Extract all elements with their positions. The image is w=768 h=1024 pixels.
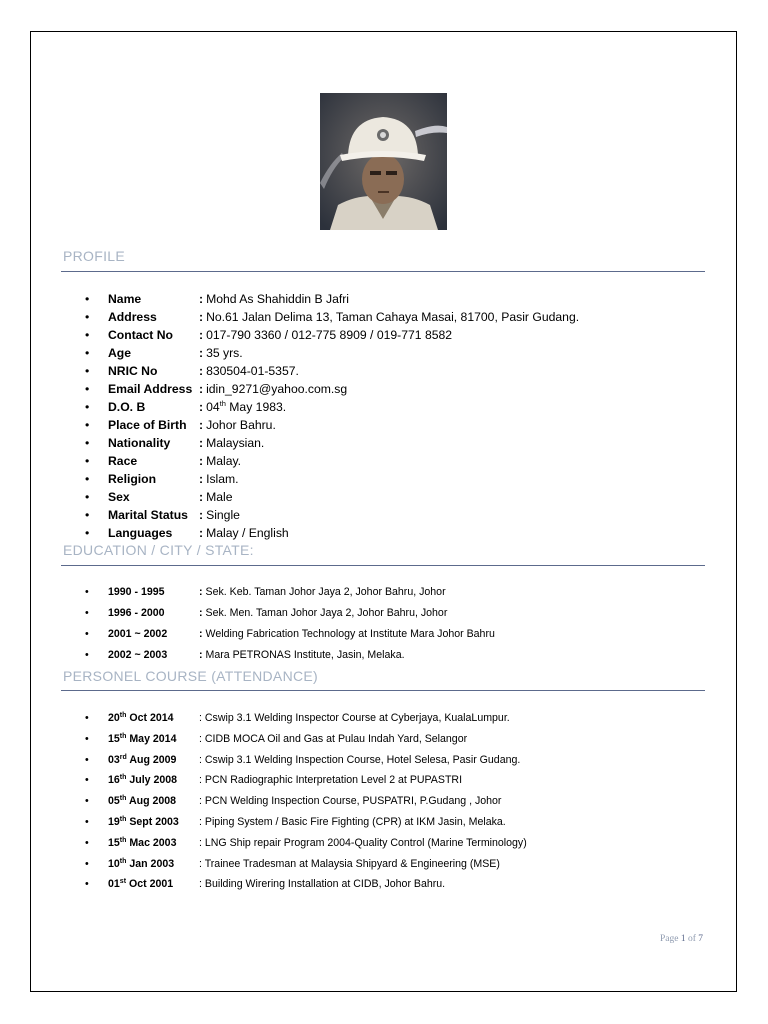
profile-item-religion: • Religion : Islam. [85,470,579,488]
education-item: • 2002 ~ 2003 : Mara PETRONAS Institute, Jasin, Melaka. [85,645,495,666]
course-item: • 20th Oct 2014 : Cswip 3.1 Welding Inspector Course at Cyberjaya, KualaLumpur. [85,708,527,729]
profile-item-place-of-birth: • Place of Birth : Johor Bahru. [85,416,579,434]
course-item: • 16th July 2008 : PCN Radiographic Interpretation Level 2 at PUPASTRI [85,770,527,791]
profile-item-address: • Address : No.61 Jalan Delima 13, Taman Cahaya Masai, 81700, Pasir Gudang. [85,308,579,326]
profile-list [85,290,579,542]
profile-item-email: • Email Address : idin_9271@yahoo.com.sg [85,380,579,398]
profile-item-sex: • Sex : Male [85,488,579,506]
profile-item-contact: • Contact No : 017-790 3360 / 012-775 8909 / 019-771 8582 [85,326,579,344]
profile-item-languages: • Languages : Malay / English [85,524,579,542]
profile-item-dob: • D.O. B : 04th May 1983. [85,398,579,416]
education-divider [61,565,705,566]
course-item: • 05th Aug 2008 : PCN Welding Inspection Course, PUSPATRI, P.Gudang , Johor [85,791,527,812]
page-number: Page 1 of 7 [659,934,703,944]
profile-divider [61,271,705,272]
profile-item-nationality: • Nationality : Malaysian. [85,434,579,452]
email-link[interactable]: idin_9271@yahoo.com.sg [206,382,348,396]
course-item: • 10th Jan 2003 : Trainee Tradesman at Malaysia Shipyard & Engineering (MSE) [85,854,527,875]
education-item: • 1990 - 1995 : Sek. Keb. Taman Johor Jaya 2, Johor Bahru, Johor [85,582,495,603]
profile-item-nric: • NRIC No : 830504-01-5357. [85,362,579,380]
profile-item-name: • Name : Mohd As Shahiddin B Jafri [85,290,579,308]
education-section-title: EDUCATION / CITY / STATE: [63,542,254,558]
education-list [85,582,495,666]
education-item: • 2001 ~ 2002 : Welding Fabrication Technology at Institute Mara Johor Bahru [85,624,495,645]
profile-section-title: PROFILE [63,248,126,264]
education-item: • 1996 - 2000 : Sek. Men. Taman Johor Jaya 2, Johor Bahru, Johor [85,603,495,624]
course-item: • 15th Mac 2003 : LNG Ship repair Program 2004-Quality Control (Marine Terminology) [85,833,527,854]
profile-item-race: • Race : Malay. [85,452,579,470]
course-list [85,708,527,895]
course-item: • 03rd Aug 2009 : Cswip 3.1 Welding Inspection Course, Hotel Selesa, Pasir Gudang. [85,750,527,771]
course-item: • 01st Oct 2001 : Building Wirering Installation at CIDB, Johor Bahru. [85,874,527,895]
course-divider [61,690,705,691]
profile-item-marital-status: • Marital Status : Single [85,506,579,524]
document-page [30,31,737,992]
course-section-title: PERSONEL COURSE (ATTENDANCE) [63,668,318,684]
profile-item-age: • Age : 35 yrs. [85,344,579,362]
profile-photo [320,93,447,230]
course-item: • 19th Sept 2003 : Piping System / Basic Fire Fighting (CPR) at IKM Jasin, Melaka. [85,812,527,833]
course-item: • 15th May 2014 : CIDB MOCA Oil and Gas at Pulau Indah Yard, Selangor [85,729,527,750]
